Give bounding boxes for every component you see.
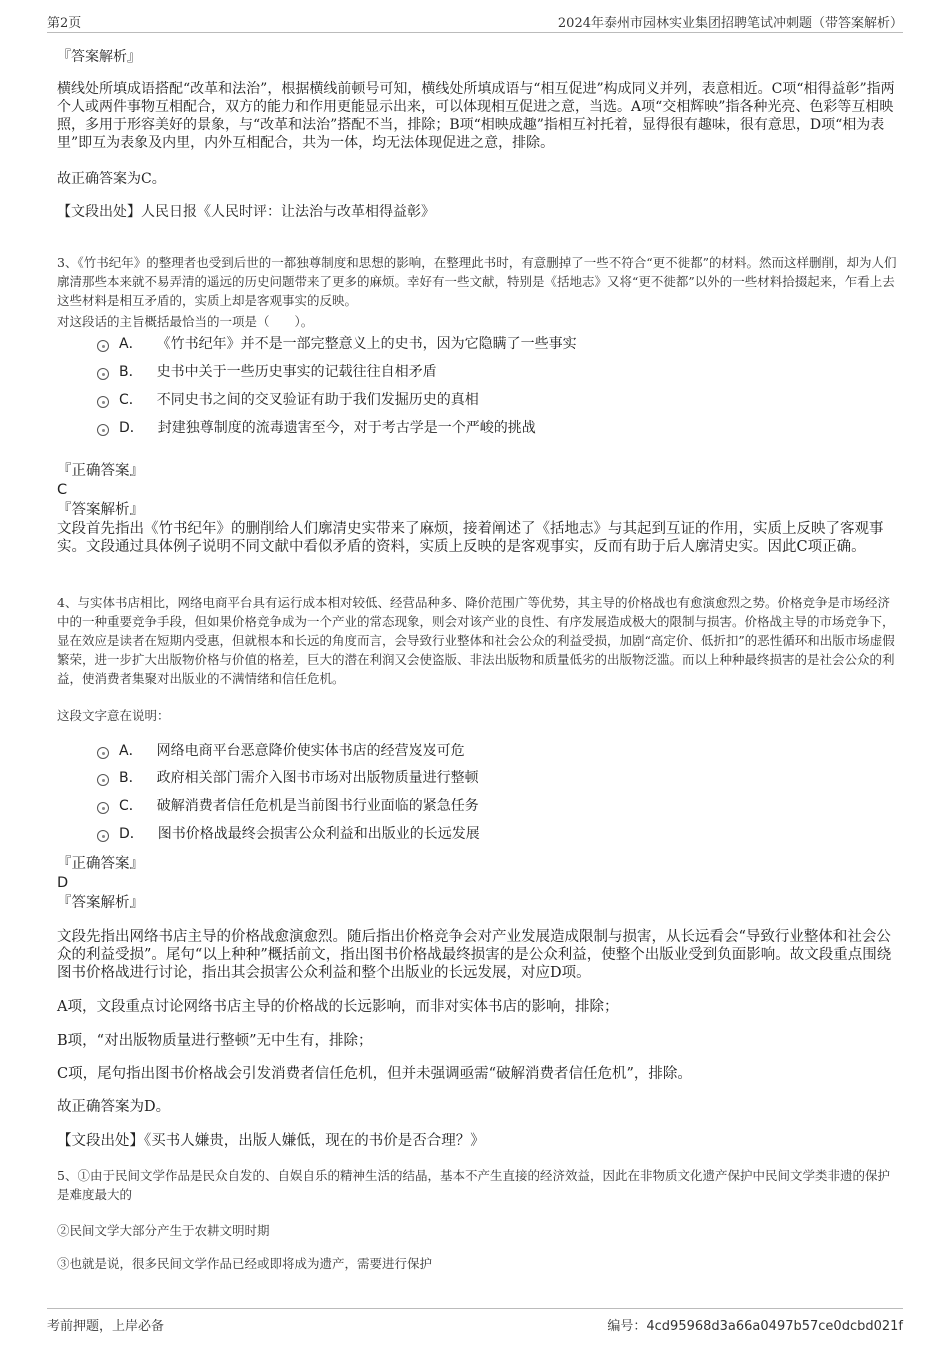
q2-analysis-label: 『答案解析』 xyxy=(57,49,141,65)
radio-icon[interactable] xyxy=(97,424,109,436)
q2-source: 【文段出处】人民日报《人民时评：让法治与改革相得益彰》 xyxy=(57,204,435,220)
footer-serial xyxy=(607,1315,903,1334)
q4-option-b[interactable]: B． 政府相关部门需介入图书市场对出版物质量进行整顿 xyxy=(97,767,857,789)
q3-option-b[interactable]: B． 史书中关于一些历史事实的记载往往自相矛盾 xyxy=(97,361,857,383)
q4-exclusion-c: C项，尾句指出图书价格战会引发消费者信任危机，但并未强调亟需“破解消费者信任危机”，排除。 xyxy=(57,1066,692,1082)
page-header xyxy=(47,10,903,33)
q4-analysis: 文段先指出网络书店主导的价格战愈演愈烈。随后指出价格竞争会对产业发展造成限制与损害，从长远看会“导致行业整体和社会公众的利益受损”。尾句“以上种种”概括前文，指出图书价格战最终损害的是公众利益，使整个出版业受到负面影响。故文段重点围绕图书价格战进行讨论，指出其会损害公众利益和整个出版业的长远发展，对应D项。 xyxy=(57,929,892,981)
radio-icon[interactable] xyxy=(97,340,109,352)
q4-exclusion-a: A项，文段重点讨论网络书店主导的价格战的长远影响，而非对实体书店的影响，排除； xyxy=(57,999,619,1015)
q4-conclusion: 故正确答案为D。 xyxy=(57,1099,171,1115)
q3-stem: 3、《竹书纪年》的整理者也受到后世的一都独尊制度和思想的影响，在整理此书时，有意删掉了一些不符合“更不徙都”的材料。然而这样删削，却为人们廓清那些本来就不易弄清的遥远的历史问题带来了更多的麻烦。幸好有一些文献，特别是《括地志》又将“更不徙都”以外的一些材料拾掇起来，乍看上去这些材料是相互矛盾的，实质上却是客观事实的反映。 xyxy=(57,255,897,308)
q3-correct-label: 『正确答案』 xyxy=(57,463,144,479)
q4-option-a[interactable]: A． 网络电商平台恶意降价使实体书店的经营岌岌可危 xyxy=(97,740,857,762)
q3-analysis: 文段首先指出《竹书纪年》的删削给人们廓清史实带来了麻烦，接着阐述了《括地志》与其起到互证的作用，实质上反映了客观事实。文段通过具体例子说明不同文献中看似矛盾的资料，实质上反映的是客观事实，反而有助于后人廓清史实。因此C项正确。 xyxy=(57,521,884,555)
q5-statement-3: ③也就是说，很多民间文学作品已经或即将成为遗产，需要进行保护 xyxy=(57,1256,433,1271)
q3-option-d[interactable]: D． 封建独尊制度的流毒遗害至今，对于考古学是一个严峻的挑战 xyxy=(97,417,857,439)
q3-correct-answer: C xyxy=(57,482,68,498)
q2-conclusion: 故正确答案为C。 xyxy=(57,171,166,187)
q3-analysis-label: 『答案解析』 xyxy=(57,502,144,518)
serial-number: 4cd95968d3a66a0497b57ce0dcbd021f xyxy=(646,1319,903,1334)
q4-source: 【文段出处】《买书人嫌贵，出版人嫌低，现在的书价是否合理？》 xyxy=(57,1133,485,1149)
q3-question: 对这段话的主旨概括最恰当的一项是（ ）。 xyxy=(57,314,314,329)
radio-icon[interactable] xyxy=(97,747,109,759)
q3-option-c[interactable]: C． 不同史书之间的交叉验证有助于我们发掘历史的真相 xyxy=(97,389,857,411)
q4-option-c[interactable]: C． 破解消费者信任危机是当前图书行业面临的紧急任务 xyxy=(97,795,857,817)
footer-slogan: 考前押题，上岸必备 xyxy=(47,1319,165,1334)
page-footer xyxy=(47,1308,903,1339)
page-number: 第2页 xyxy=(47,16,82,31)
q4-question: 这段文字意在说明： xyxy=(57,708,170,723)
radio-icon[interactable] xyxy=(97,802,109,814)
q2-analysis: 横线处所填成语搭配“改革和法治”，根据横线前顿号可知，横线处所填成语与“相互促进”构成同义并列，表意相近。C项“相得益彰”指两个人或两件事物互相配合，双方的能力和作用更能显示出来，可以体现相互促进之意，当选。A项“交相辉映”指各种光亮、色彩等互相映照，多用于形容美好的景象，与“改革和法治”搭配不当，排除；B项“相映成趣”指相互衬托着，显得很有趣味，很有意思，D项“相为表里”即互为表象及内里，内外互相配合，共为一体，均无法体现促进之意，排除。 xyxy=(57,81,895,151)
radio-icon[interactable] xyxy=(97,774,109,786)
q4-stem: 4、与实体书店相比，网络电商平台具有运行成本相对较低、经营品种多、降价范围广等优势，其主导的价格战也有愈演愈烈之势。价格竞争是市场经济中的一种重要竞争手段，但如果价格竞争成为一个产业的常态现象，则会对该产业的良性、有序发展造成极大的限制与损害。价格战主导的市场竞争下，显在效应是读者在短期内受惠，但就根本和长远的角度而言，会导致行业整体和社会公众的利益受损，加剧“高定价、低折扣”的恶性循环和出版市场虚假繁荣，进一步扩大出版物价格与价值的格差，巨大的潜在利润又会使盗版、非法出版物和质量低劣的出版物泛滥。而以上种种最终损害的是社会公众的利益，使消费者集聚对出版业的不满情绪和信任危机。 xyxy=(57,595,895,686)
q4-exclusion-b: B项，“对出版物质量进行整顿”无中生有，排除； xyxy=(57,1033,373,1049)
q4-correct-answer: D xyxy=(57,875,69,891)
q4-correct-label: 『正确答案』 xyxy=(57,856,144,872)
q5-statement-2: ②民间文学大部分产生于农耕文明时期 xyxy=(57,1223,270,1238)
document-title: 2024年泰州市园林实业集团招聘笔试冲刺题（带答案解析） xyxy=(557,16,903,31)
q5-statement-1: 5、①由于民间文学作品是民众自发的、自娱自乐的精神生活的结晶，基本不产生直接的经济效益，因此在非物质文化遗产保护中民间文学类非遗的保护是难度最大的 xyxy=(57,1168,890,1202)
q4-option-d[interactable]: D． 图书价格战最终会损害公众利益和出版业的长远发展 xyxy=(97,823,857,845)
radio-icon[interactable] xyxy=(97,368,109,380)
radio-icon[interactable] xyxy=(97,830,109,842)
serial-label: 编号： xyxy=(607,1319,647,1334)
q3-option-a[interactable]: A． 《竹书纪年》并不是一部完整意义上的史书，因为它隐瞒了一些事实 xyxy=(97,333,857,355)
q4-analysis-label: 『答案解析』 xyxy=(57,895,144,911)
radio-icon[interactable] xyxy=(97,396,109,408)
